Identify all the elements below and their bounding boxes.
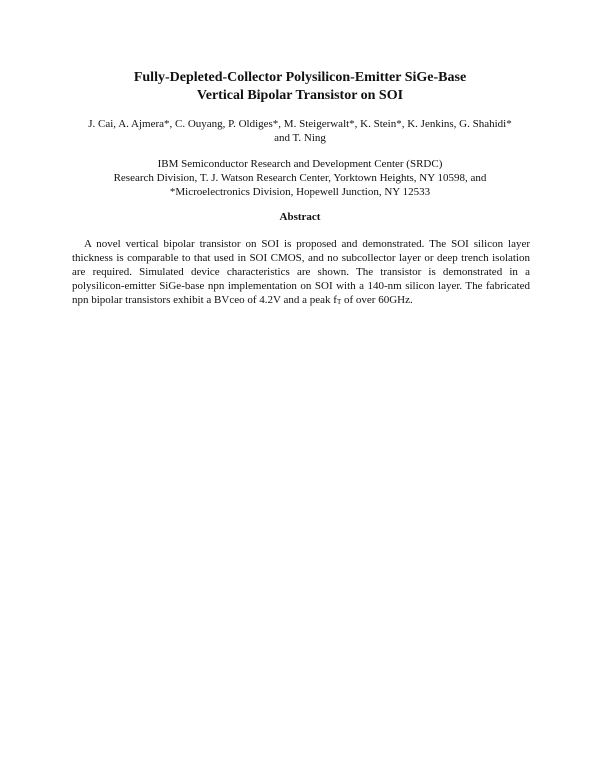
abstract-text: A novel vertical bipolar transistor on SOI is proposed and demonstrated. The SOI silicon layer thickness is comparable to that used in SOI CMOS, and no subcollector layer or deep trench isolation are required. Simulated device characteristics are shown. The transistor is demonstrated in a polysilicon-emitter SiGe-base npn implementation on SOI with a 140-nm silicon layer. The fabricated npn bipolar transistors exhibit a BVceo of 4.2V and a peak f: [72, 238, 530, 306]
affiliation-line-3: *Microelectronics Division, Hopewell Junction, NY 12533: [169, 186, 431, 198]
affiliations: [40, 157, 560, 199]
title-line-1: Fully-Depleted-Collector Polysilicon-Emitter SiGe-Base: [133, 70, 467, 85]
title-line-2: Vertical Bipolar Transistor on SOI: [196, 88, 404, 103]
abstract-heading: Abstract: [279, 211, 321, 223]
abstract-paragraph: [72, 237, 530, 307]
author-line-1: J. Cai, A. Ajmera*, C. Ouyang, P. Oldiges*, M. Steigerwalt*, K. Stein*, K. Jenkins, G. Shahidi*: [88, 118, 512, 130]
author-line-2: and T. Ning: [274, 132, 326, 144]
affiliation-line-2: Research Division, T. J. Watson Research Center, Yorktown Heights, NY 10598, and: [113, 172, 487, 184]
abstract-body: [72, 237, 530, 307]
affiliation-line-1: IBM Semiconductor Research and Development Center (SRDC): [157, 158, 443, 170]
author-list: [40, 117, 560, 145]
abstract-tail: of over 60GHz.: [341, 294, 413, 306]
abstract-subscript: T: [336, 298, 342, 306]
paper-title: [0, 69, 600, 105]
